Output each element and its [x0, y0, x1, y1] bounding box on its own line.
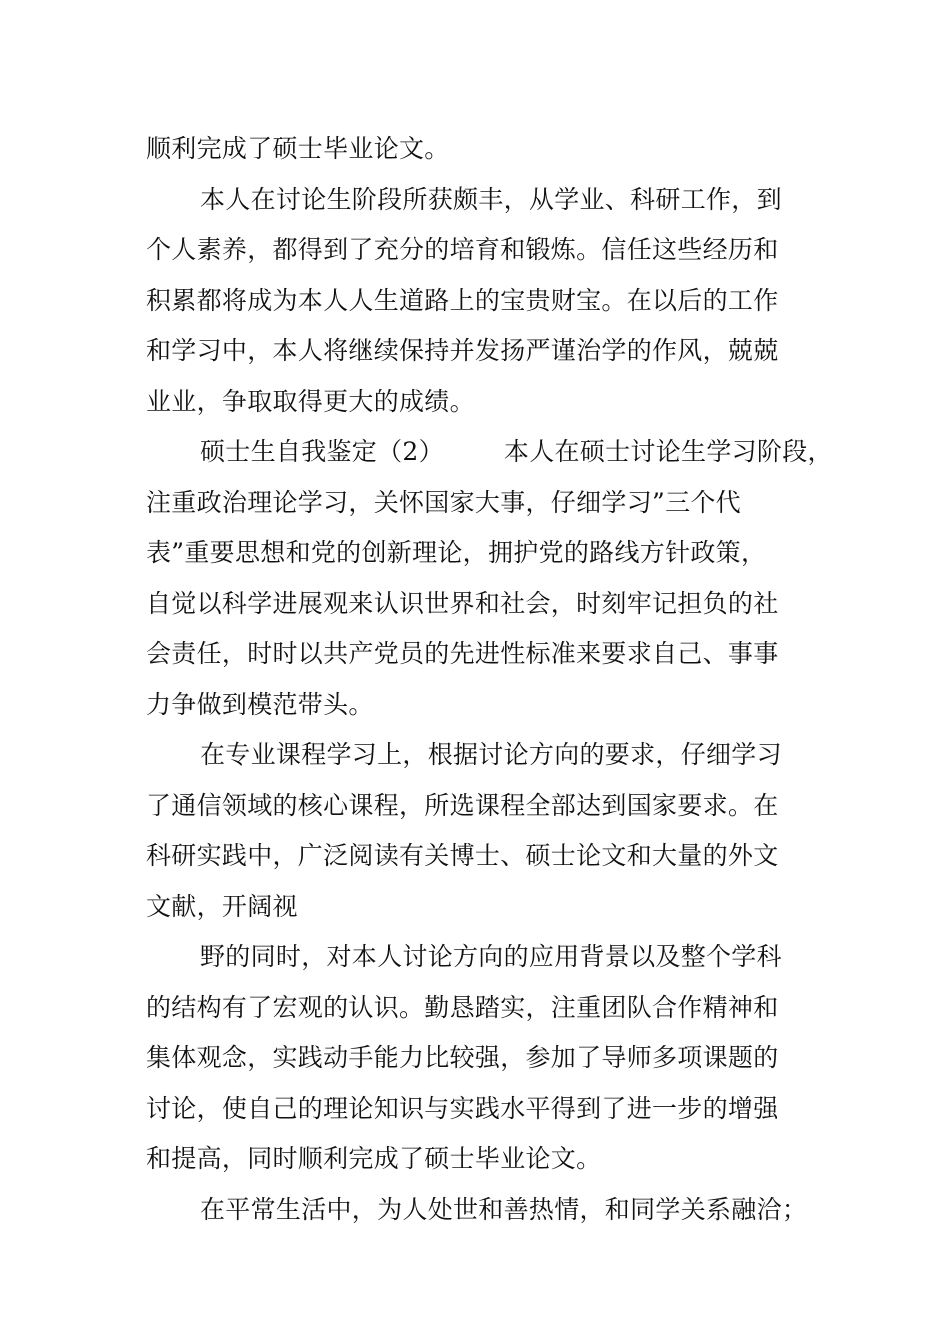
text-line: 讨论，使自己的理论知识与实践水平得到了进一步的增强 — [146, 1093, 779, 1123]
text-line: 了通信领域的核心课程，所选课程全部达到国家要求。在 — [146, 790, 779, 820]
text-line: 在专业课程学习上，根据讨论方向的要求，仔细学习 — [200, 740, 782, 769]
text-line: 和提高，同时顺利完成了硕士毕业论文。 — [146, 1144, 602, 1173]
text-line: 会责任，时时以共产党员的先进性标准来要求自己、事事 — [146, 639, 779, 668]
text-line: 集体观念，实践动手能力比较强，参加了导师多项课题的 — [146, 1043, 779, 1072]
section-heading-line — [146, 427, 836, 478]
text-line: 和学习中，本人将继续保持并发扬严谨治学的作风，兢兢 — [146, 336, 779, 365]
text-line: 表”重要思想和党的创新理论，拥护党的路线方针政策， — [146, 538, 767, 567]
text-line: 注重政治理论学习，关怀国家大事，仔细学习”三个代 — [146, 487, 741, 517]
text-segment: 本人在硕士讨论生学习阶段， — [503, 437, 833, 466]
text-line: 自觉以科学进展观来认识世界和社会，时刻牢记担负的社 — [146, 588, 779, 618]
text-line: 在平常生活中，为人处世和善热情，和同学关系融洽； — [200, 1194, 808, 1224]
text-line: 个人素养，都得到了充分的培育和锻炼。信任这些经历和 — [146, 235, 779, 264]
text-line: 的结构有了宏观的认识。勤恳踏实，注重团队合作精神和 — [146, 992, 779, 1022]
text-line: 科研实践中，广泛阅读有关博士、硕士论文和大量的外文 — [146, 841, 779, 870]
text-line: 本人在讨论生阶段所获颇丰，从学业、科研工作，到 — [200, 184, 782, 214]
text-line: 文献，开阔视 — [146, 891, 298, 921]
document-body — [146, 124, 836, 1235]
text-line: 积累都将成为本人人生道路上的宝贵财宝。在以后的工作 — [146, 285, 779, 315]
section-heading: 硕士生自我鉴定（2） — [200, 437, 444, 466]
text-line: 力争做到模范带头。 — [146, 689, 374, 719]
text-line: 野的同时，对本人讨论方向的应用背景以及整个学科 — [200, 942, 782, 971]
text-line: 顺利完成了硕士毕业论文。 — [146, 134, 450, 163]
text-line: 业业，争取取得更大的成绩。 — [146, 386, 475, 416]
